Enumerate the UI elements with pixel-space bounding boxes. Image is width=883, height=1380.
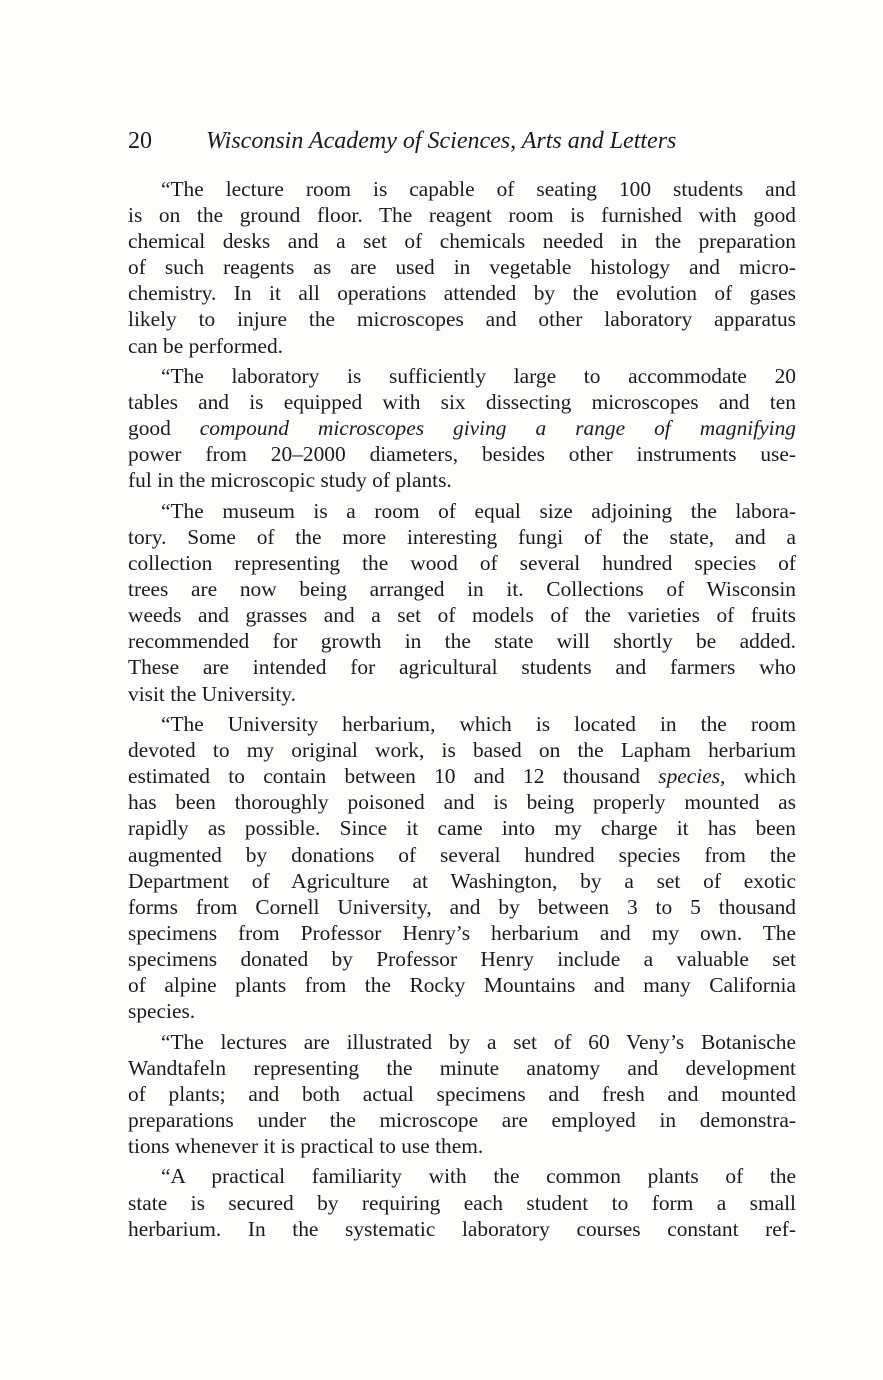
text-line: “The laboratory is sufficiently large to accommodate 20 [161,364,796,389]
text-line: state is secured by requiring each student to form a small [128,1190,796,1215]
text-line: recommended for growth in the state will shortly be added. [128,629,796,654]
text-line: chemistry. In it all operations attended by the evolution of gases [128,281,796,306]
text-line: trees are now being arranged in it. Collections of Wisconsin [128,577,796,602]
paragraph [128,176,796,359]
text-line: has been thoroughly poisoned and is being properly mounted as [128,790,796,815]
paragraph [128,498,796,707]
text-line: augmented by donations of several hundred species from the [128,842,796,867]
body-text [128,176,796,1246]
text-line: species. [128,999,196,1024]
text-line: forms from Cornell University, and by between 3 to 5 thousand [128,894,796,919]
page-number: 20 [128,128,152,154]
paragraph [128,711,796,1024]
text-line: visit the University. [128,681,296,706]
text-line: Wandtafeln representing the minute anatomy and development [128,1055,796,1080]
text-line: specimens donated by Professor Henry include a valuable set [128,946,796,971]
text-line: “The University herbarium, which is located in the room [161,712,796,737]
text-line: estimated to contain between 10 and 12 thousand species, which [128,764,796,789]
text-line: of plants; and both actual specimens and fresh and mounted [128,1081,796,1106]
text-line: likely to injure the microscopes and other laboratory apparatus [128,307,796,332]
page-header [128,124,808,158]
text-line: can be performed. [128,333,283,358]
text-line: These are intended for agricultural students and farmers who [128,655,796,680]
text-line: power from 20–2000 diameters, besides other instruments use- [128,442,796,467]
text-line: rapidly as possible. Since it came into my charge it has been [128,816,796,841]
paragraph [128,1163,796,1241]
text-line: tory. Some of the more interesting fungi of the state, and a [128,525,796,549]
text-line: “The lecture room is capable of seating 100 students and [161,177,796,201]
text-line: “A practical familiarity with the common plants of the [161,1164,796,1189]
text-line: “The museum is a room of equal size adjoining the labora- [161,498,796,523]
paragraph [128,1029,796,1159]
text-line: herbarium. In the systematic laboratory courses constant ref- [128,1216,796,1241]
text-line: Department of Agriculture at Washington, by a set of exotic [128,868,796,893]
paragraph [128,363,796,493]
text-line: tables and is equipped with six dissecting microscopes and ten [128,390,796,415]
text-line: of alpine plants from the Rocky Mountains and many California [128,972,796,997]
running-head: Wisconsin Academy of Sciences, Arts and Letters [206,128,677,154]
text-line: ful in the microscopic study of plants. [128,468,452,493]
text-line: specimens from Professor Henry’s herbarium and my own. The [128,920,796,945]
text-line: weeds and grasses and a set of models of the varieties of fruits [128,603,796,628]
text-line: devoted to my original work, is based on the Lapham herbarium [128,738,796,763]
text-line: collection representing the wood of several hundred species of [128,551,796,576]
text-line: is on the ground floor. The reagent room is furnished with good [128,203,796,228]
text-line: good compound microscopes giving a range of magnifying [128,416,796,441]
text-line: tions whenever it is practical to use them. [128,1133,484,1158]
text-line: of such reagents as are used in vegetable histology and micro- [128,255,796,280]
text-line: chemical desks and a set of chemicals needed in the preparation [128,229,796,254]
text-line: “The lectures are illustrated by a set of 60 Veny’s Botanische [161,1029,796,1054]
text-line: preparations under the microscope are employed in demonstra- [128,1107,796,1132]
